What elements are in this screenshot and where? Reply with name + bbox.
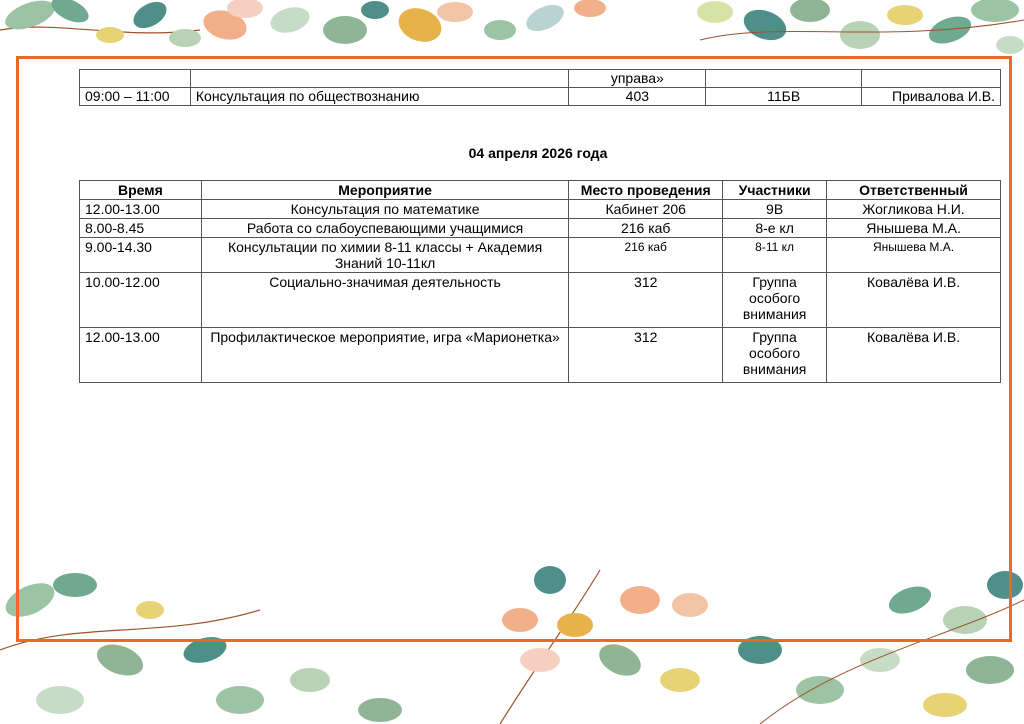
event-cell: Работа со слабоуспевающими учащимися xyxy=(201,219,568,238)
time-cell: 12.00-13.00 xyxy=(80,200,202,219)
event-cell: Социально-значимая деятельность xyxy=(201,273,568,328)
previous-day-table-tail xyxy=(79,69,1001,106)
time-cell: 12.00-13.00 xyxy=(80,328,202,383)
participants-cell: Группа особого внимания xyxy=(723,328,827,383)
header-row xyxy=(80,181,1001,200)
responsible-cell xyxy=(862,70,1001,88)
event-cell: Консультация по математике xyxy=(201,200,568,219)
event-cell: Консультации по химии 8-11 классы + Академия Знаний 10-11кл xyxy=(201,238,568,273)
table-row xyxy=(80,273,1001,328)
table-row xyxy=(80,219,1001,238)
event-cell: Профилактическое мероприятие, игра «Марионетка» xyxy=(201,328,568,383)
header-responsible: Ответственный xyxy=(827,181,1001,200)
table-row xyxy=(80,88,1001,106)
participants-cell: 8-е кл xyxy=(723,219,827,238)
top-floral-border xyxy=(0,0,1024,54)
time-cell: 10.00-12.00 xyxy=(80,273,202,328)
place-cell: 312 xyxy=(569,328,723,383)
schedule-table xyxy=(79,180,1001,383)
participants-cell: 11БВ xyxy=(706,88,862,106)
time-cell: 8.00-8.45 xyxy=(80,219,202,238)
header-place: Место проведения xyxy=(569,181,723,200)
event-cell: Консультация по обществознанию xyxy=(190,88,569,106)
header-time: Время xyxy=(80,181,202,200)
responsible-cell: Ковалёва И.В. xyxy=(827,328,1001,383)
time-cell: 09:00 – 11:00 xyxy=(80,88,191,106)
participants-cell: 8-11 кл xyxy=(723,238,827,273)
responsible-cell: Янышева М.А. xyxy=(827,219,1001,238)
table-row xyxy=(80,70,1001,88)
place-cell: Кабинет 206 xyxy=(569,200,723,219)
place-cell: управа» xyxy=(569,70,706,88)
participants-cell: 9В xyxy=(723,200,827,219)
responsible-cell: Ковалёва И.В. xyxy=(827,273,1001,328)
place-cell: 216 каб xyxy=(569,238,723,273)
table-row xyxy=(80,328,1001,383)
place-cell: 403 xyxy=(569,88,706,106)
place-cell: 216 каб xyxy=(569,219,723,238)
time-cell: 9.00-14.30 xyxy=(80,238,202,273)
responsible-cell: Жогликова Н.И. xyxy=(827,200,1001,219)
time-cell xyxy=(80,70,191,88)
responsible-cell: Привалова И.В. xyxy=(862,88,1001,106)
place-cell: 312 xyxy=(569,273,723,328)
responsible-cell: Янышева М.А. xyxy=(827,238,1001,273)
table-row xyxy=(80,238,1001,273)
participants-cell: Группа особого внимания xyxy=(723,273,827,328)
participants-cell xyxy=(706,70,862,88)
header-event: Мероприятие xyxy=(201,181,568,200)
header-participants: Участники xyxy=(723,181,827,200)
day-heading: 04 апреля 2026 года xyxy=(468,145,608,161)
table-row xyxy=(80,200,1001,219)
event-cell xyxy=(190,70,569,88)
